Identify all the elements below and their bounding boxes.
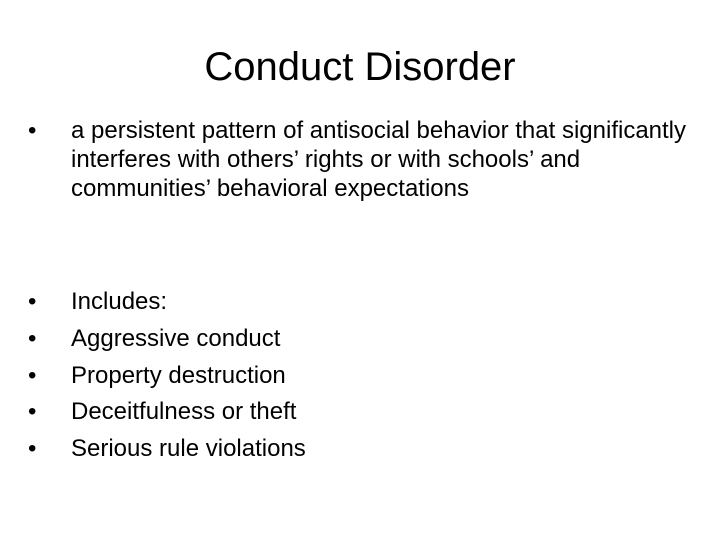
slide-title: Conduct Disorder	[204, 45, 516, 89]
list-item-text: Aggressive conduct	[71, 324, 281, 352]
bullet-dot: •	[28, 435, 37, 463]
list-item	[28, 431, 688, 468]
includes-list	[28, 284, 688, 468]
bullet-dot: •	[28, 288, 37, 315]
list-item-text: Deceitfulness or theft	[71, 398, 297, 426]
list-item	[28, 394, 688, 431]
bullet-dot: •	[28, 324, 37, 352]
list-item-text: Includes:	[71, 288, 168, 315]
list-item-text: Serious rule violations	[71, 435, 306, 463]
definition-bullet	[28, 116, 688, 203]
definition-text: a persistent pattern of antisocial behavior that significantly interferes with others’ rights or with schools’ and communities’ behavioral expectations	[71, 117, 687, 202]
list-item-text: Property destruction	[71, 361, 286, 389]
list-item	[28, 358, 688, 395]
bullet-dot: •	[28, 117, 37, 144]
list-item	[28, 284, 688, 321]
definition-list	[28, 116, 688, 203]
list-item	[28, 321, 688, 358]
bullet-dot: •	[28, 361, 37, 389]
bullet-dot: •	[28, 398, 37, 426]
